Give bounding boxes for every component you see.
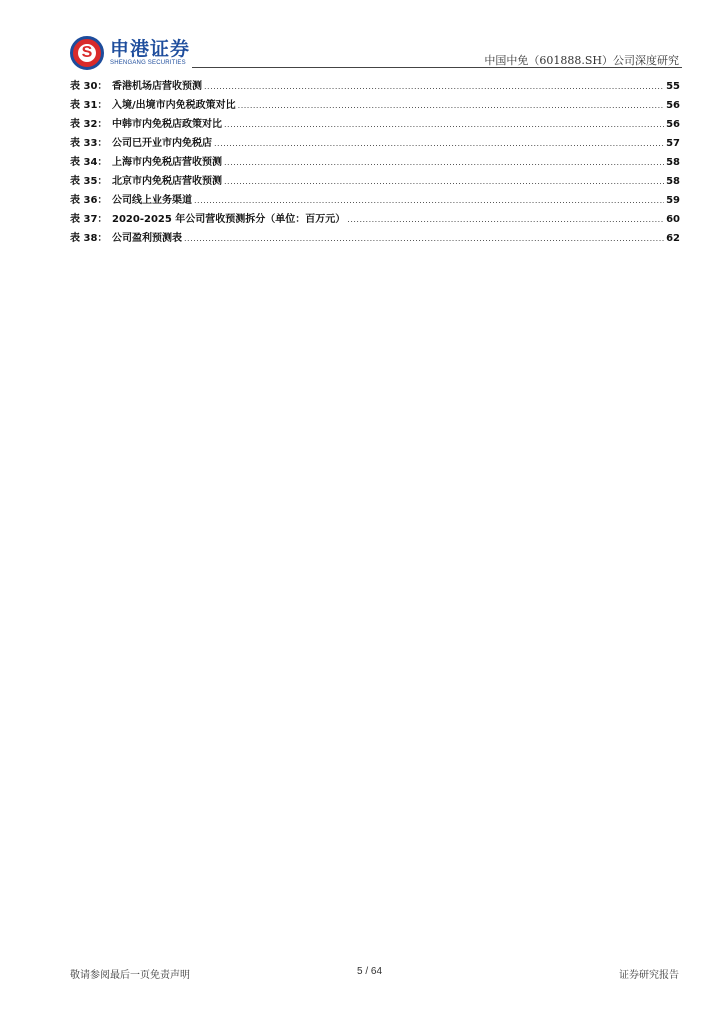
toc-entry-title: 2020-2025 年公司营收预测拆分（单位：百万元） xyxy=(112,214,346,225)
toc-entry[interactable] xyxy=(70,134,680,153)
header-divider xyxy=(192,67,682,68)
toc-entry-page: 58 xyxy=(666,157,680,168)
toc-entry-page: 58 xyxy=(666,176,680,187)
toc-entry-label: 表 37： xyxy=(70,214,108,225)
toc-entry-title: 北京市内免税店营收预测 xyxy=(112,176,222,187)
toc-entry-label: 表 34： xyxy=(70,157,108,168)
toc-entry-title: 上海市内免税店营收预测 xyxy=(112,157,222,168)
toc-entry-label: 表 30： xyxy=(70,81,108,92)
page-number: 5 / 64 xyxy=(357,966,383,977)
toc-leader-dots xyxy=(214,139,664,148)
logo-chinese-name: 申港证券 xyxy=(110,38,191,60)
toc-leader-dots xyxy=(224,177,664,186)
toc-leader-dots xyxy=(224,158,664,167)
toc-leader-dots xyxy=(204,82,664,91)
toc-leader-dots xyxy=(194,196,664,205)
table-of-contents xyxy=(70,77,680,248)
toc-entry[interactable] xyxy=(70,153,680,172)
toc-entry[interactable] xyxy=(70,77,680,96)
toc-entry-label: 表 36： xyxy=(70,195,108,206)
toc-leader-dots xyxy=(347,215,664,224)
toc-entry-title: 公司盈利预测表 xyxy=(112,233,182,244)
report-title: 中国中免（601888.SH）公司深度研究 xyxy=(484,54,679,67)
toc-entry-page: 59 xyxy=(666,195,680,206)
toc-leader-dots xyxy=(238,101,664,110)
company-logo xyxy=(70,36,190,70)
toc-entry[interactable] xyxy=(70,115,680,134)
toc-entry[interactable] xyxy=(70,191,680,210)
toc-entry-title: 香港机场店营收预测 xyxy=(112,81,202,92)
logo-emblem-icon: S xyxy=(70,36,104,70)
toc-entry-page: 57 xyxy=(666,138,680,149)
toc-entry-title: 中韩市内免税店政策对比 xyxy=(112,119,222,130)
report-type: 证券研究报告 xyxy=(619,970,679,981)
toc-entry-page: 55 xyxy=(666,81,680,92)
toc-entry-title: 公司线上业务渠道 xyxy=(112,195,192,206)
toc-entry-label: 表 32： xyxy=(70,119,108,130)
toc-entry-label: 表 35： xyxy=(70,176,108,187)
toc-entry-page: 62 xyxy=(666,233,680,244)
toc-entry-page: 56 xyxy=(666,100,680,111)
toc-entry-label: 表 33： xyxy=(70,138,108,149)
toc-entry-page: 56 xyxy=(666,119,680,130)
logo-english-name: SHENGANG SECURITIES xyxy=(110,60,186,66)
toc-entry[interactable] xyxy=(70,210,680,229)
toc-entry-label: 表 31： xyxy=(70,100,108,111)
toc-entry-title: 入境/出境市内免税政策对比 xyxy=(112,100,236,111)
disclaimer-note: 敬请参阅最后一页免责声明 xyxy=(70,970,190,981)
toc-entry[interactable] xyxy=(70,96,680,115)
toc-leader-dots xyxy=(184,234,664,243)
page-header xyxy=(0,0,724,70)
toc-entry-title: 公司已开业市内免税店 xyxy=(112,138,212,149)
toc-leader-dots xyxy=(224,120,664,129)
toc-entry[interactable] xyxy=(70,172,680,191)
toc-entry-label: 表 38： xyxy=(70,233,108,244)
toc-entry-page: 60 xyxy=(666,214,680,225)
toc-entry[interactable] xyxy=(70,229,680,248)
